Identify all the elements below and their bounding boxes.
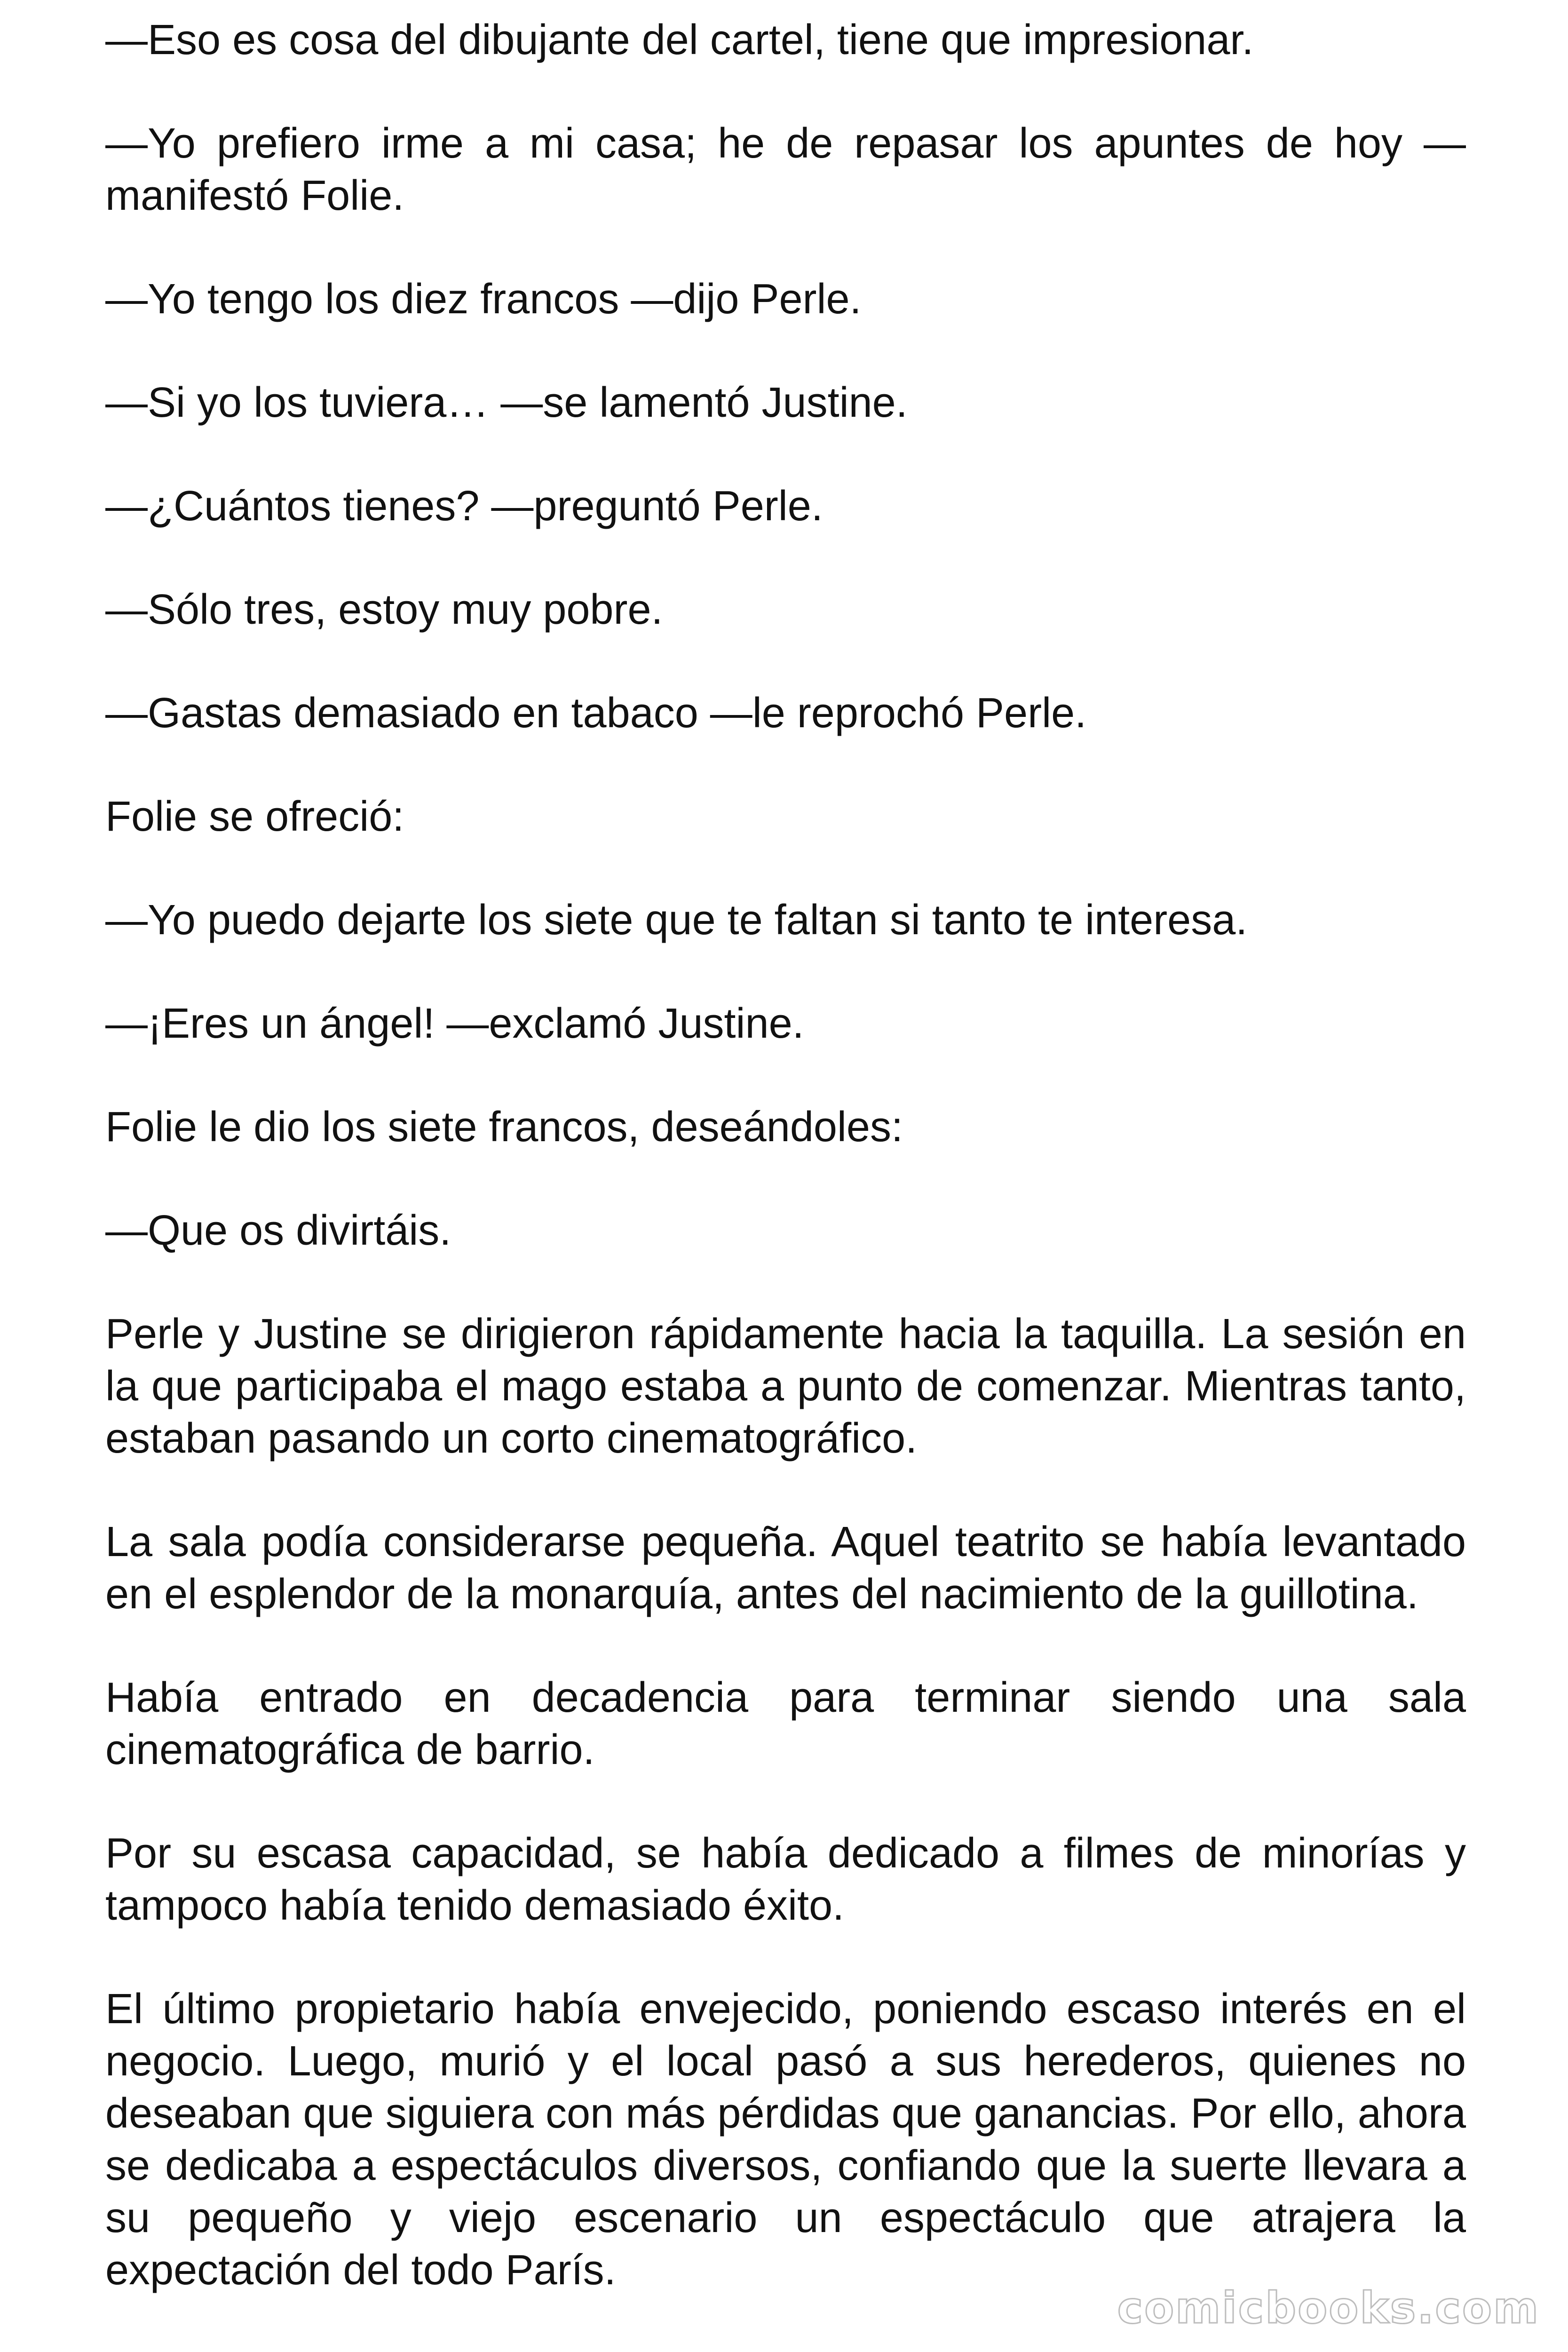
paragraph: Por su escasa capacidad, se había dedicado a filmes de minorías y tampoco había tenido demasiado éxito. bbox=[105, 1830, 1466, 1929]
paragraph: —Gastas demasiado en tabaco —le reprochó Perle. bbox=[105, 690, 1087, 737]
paragraph: Había entrado en decadencia para terminar siendo una sala cinematográfica de barrio. bbox=[105, 1674, 1466, 1773]
paragraph: —Si yo los tuviera… —se lamentó Justine. bbox=[105, 379, 908, 426]
paragraph: El último propietario había envejecido, poniendo escaso interés en el negocio. Luego, murió y el local pasó a sus herederos, quienes no deseaban que siguiera con más pérdidas que ganancias. Por ello, ahora se dedicaba a espectáculos diversos, confiando que la suerte llevara a su pequeño y viejo escenario un espectáculo que atrajera la expectación del todo París. bbox=[105, 1986, 1466, 2294]
document-body bbox=[105, 14, 1466, 2348]
paragraph: —¡Eres un ángel! —exclamó Justine. bbox=[105, 1000, 804, 1047]
paragraph: La sala podía considerarse pequeña. Aquel teatrito se había levantado en el esplendor de la monarquía, antes del nacimiento de la guillotina. bbox=[105, 1518, 1466, 1618]
watermark: comicbooks.com bbox=[1117, 2283, 1540, 2333]
paragraph: Perle y Justine se dirigieron rápidamente hacia la taquilla. La sesión en la que participaba el mago estaba a punto de comenzar. Mientras tanto, estaban pasando un corto cinematográfico. bbox=[105, 1311, 1466, 1462]
paragraph: —Yo tengo los diez francos —dijo Perle. bbox=[105, 276, 862, 323]
paragraph: —¿Cuántos tienes? —preguntó Perle. bbox=[105, 483, 823, 530]
paragraph: Folie se ofreció: bbox=[105, 793, 404, 840]
paragraph: Folie le dio los siete francos, deseándoles: bbox=[105, 1104, 903, 1151]
paragraph: —Sólo tres, estoy muy pobre. bbox=[105, 586, 663, 633]
paragraph: —Yo prefiero irme a mi casa; he de repasar los apuntes de hoy — manifestó Folie. bbox=[105, 120, 1466, 219]
paragraph: —Eso es cosa del dibujante del cartel, tiene que impresionar. bbox=[105, 16, 1254, 64]
paragraph: —Yo puedo dejarte los siete que te faltan si tanto te interesa. bbox=[105, 897, 1248, 944]
paragraph: —Que os divirtáis. bbox=[105, 1207, 451, 1254]
